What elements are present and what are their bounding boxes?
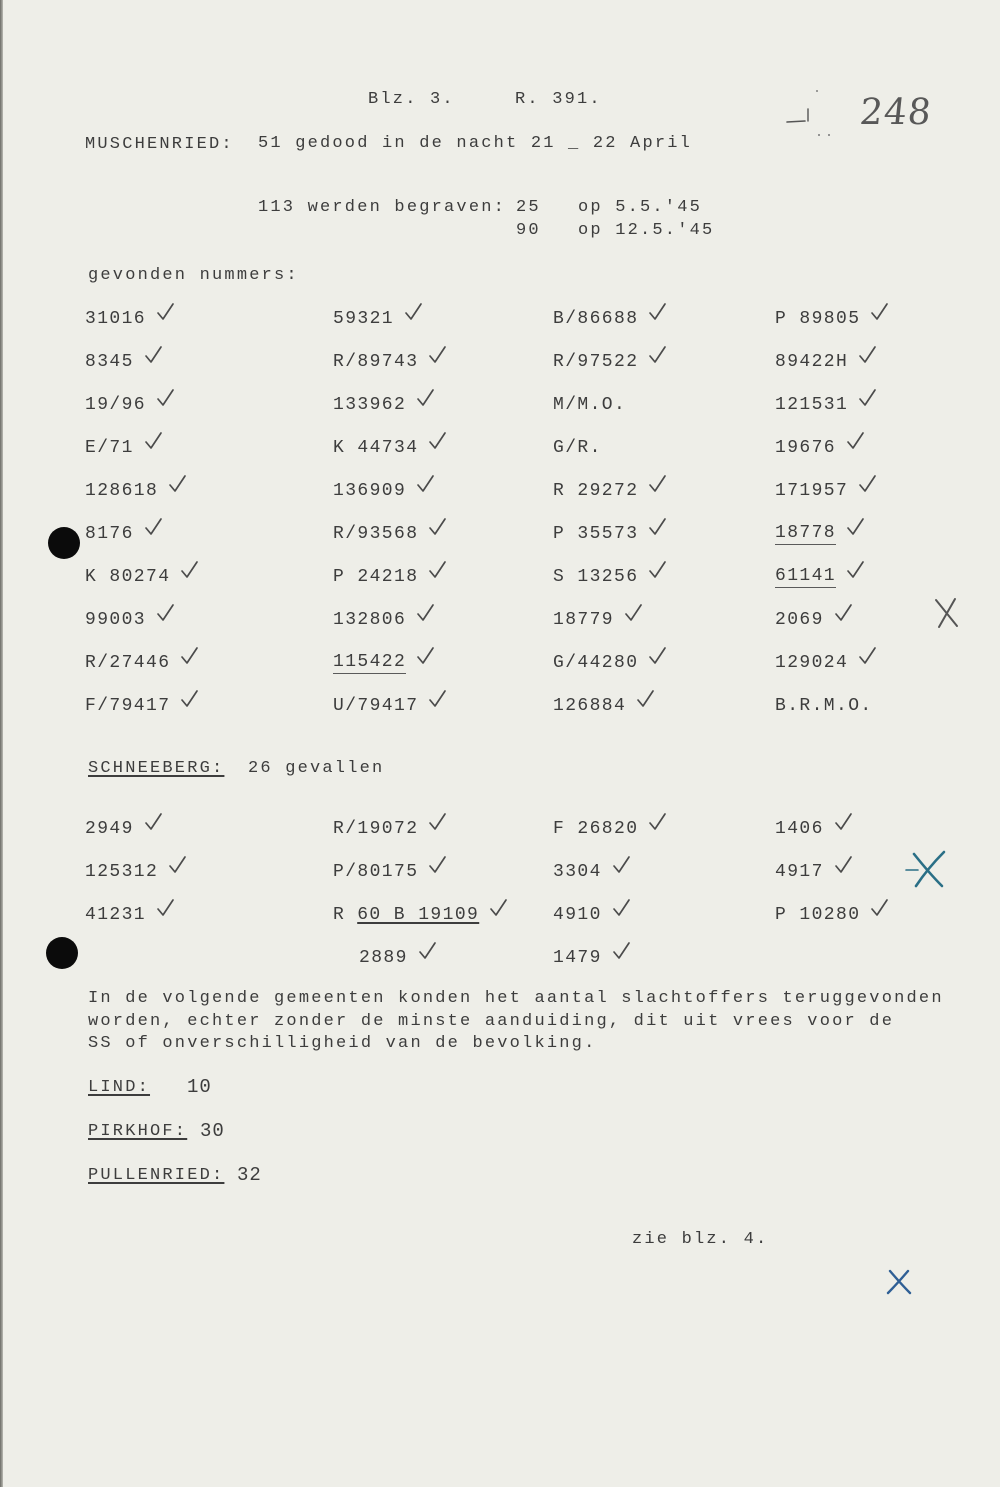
number-entry: [553, 807, 775, 850]
number-text: 8176: [85, 523, 134, 544]
check-mark-icon: [635, 689, 655, 709]
number-entry: [333, 512, 553, 555]
check-mark-icon: [415, 603, 435, 623]
number-entry: [85, 598, 333, 641]
found-numbers-label: gevonden nummers:: [88, 266, 299, 285]
number-text: 19676: [775, 437, 837, 458]
number-text: 115422: [333, 651, 407, 672]
check-mark-icon: [857, 345, 877, 365]
number-entry: [85, 426, 333, 469]
check-mark-icon: [647, 474, 667, 494]
place-count: 30: [200, 1120, 225, 1142]
check-mark-icon: [143, 345, 163, 365]
check-mark-icon: [155, 603, 175, 623]
number-text: 2889: [359, 947, 408, 968]
number-text: 8345: [85, 351, 134, 372]
number-text: K 80274: [85, 566, 171, 587]
muschenried-summary: 51 gedood in de nacht 21 _ 22 April: [258, 134, 693, 153]
number-text: 18778: [775, 522, 837, 543]
check-mark-icon: [833, 812, 853, 832]
number-entry: [85, 641, 333, 684]
check-mark-icon: [647, 812, 667, 832]
number-entry: [85, 684, 333, 727]
number-text: 2069: [775, 609, 824, 630]
number-entry: [85, 340, 333, 383]
number-entry: [85, 555, 333, 598]
number-text: 132806: [333, 609, 407, 630]
check-mark-icon: [427, 431, 447, 451]
check-mark-icon: [488, 898, 508, 918]
report-number: R. 391.: [515, 90, 602, 109]
check-mark-icon: [415, 474, 435, 494]
continuation-note: zie blz. 4.: [632, 1230, 769, 1249]
number-entry: [775, 469, 965, 512]
number-entry: [85, 807, 333, 850]
check-mark-icon: [611, 898, 631, 918]
place-muschenried: MUSCHENRIED:: [85, 135, 234, 154]
burial-count: 90: [516, 221, 541, 240]
number-entry: [333, 383, 553, 426]
number-text: 1406: [775, 818, 824, 839]
number-entry: [553, 598, 775, 641]
number-entry: [333, 893, 553, 936]
check-mark-icon: [167, 855, 187, 875]
folio-number: 248: [857, 92, 934, 133]
note-paragraph: [88, 988, 944, 1056]
number-text: P 89805: [775, 308, 861, 329]
number-text: K 44734: [333, 437, 419, 458]
number-text: 18779: [553, 609, 615, 630]
number-text: 19/96: [85, 394, 147, 415]
check-mark-icon: [611, 855, 631, 875]
number-entry: [775, 893, 965, 936]
number-text: 31016: [85, 308, 147, 329]
number-entry: [333, 598, 553, 641]
number-text: M/M.O.: [553, 394, 627, 415]
number-text: P 10280: [775, 904, 861, 925]
number-text: 125312: [85, 861, 159, 882]
number-text: 61141: [775, 565, 837, 586]
place-lind: LIND:: [88, 1078, 151, 1097]
number-entry: [85, 469, 333, 512]
number-entry: [553, 893, 775, 936]
number-entry: [85, 297, 333, 340]
number-entry: [333, 684, 553, 727]
check-mark-icon: [845, 431, 865, 451]
number-entry: [333, 807, 553, 850]
check-mark-icon: [845, 517, 865, 537]
number-entry: [553, 555, 775, 598]
check-mark-icon: [417, 941, 437, 961]
number-entry: [775, 426, 965, 469]
number-text: 1479: [553, 947, 602, 968]
number-text: 171957: [775, 480, 849, 501]
number-entry: [775, 512, 965, 555]
check-mark-icon: [403, 302, 423, 322]
check-mark-icon: [427, 689, 447, 709]
number-text: 41231: [85, 904, 147, 925]
number-text: G/44280: [553, 652, 639, 673]
number-entry: [775, 555, 965, 598]
number-text: 2949: [85, 818, 134, 839]
cross-mark-icon: [930, 596, 962, 630]
found-numbers-grid: [85, 297, 965, 727]
number-text: 89422H: [775, 351, 849, 372]
number-entry: [553, 383, 775, 426]
number-text: 121531: [775, 394, 849, 415]
note-line: worden, echter zonder de minste aanduiding, dit uit vrees voor de: [88, 1011, 895, 1031]
number-text: G/R.: [553, 437, 602, 458]
number-text: 99003: [85, 609, 147, 630]
page-label: Blz. 3.: [368, 90, 455, 109]
cross-mark-icon: [884, 1268, 916, 1296]
number-text: 4917: [775, 861, 824, 882]
number-text: R/97522: [553, 351, 639, 372]
number-text: E/71: [85, 437, 134, 458]
check-mark-icon: [869, 302, 889, 322]
pencil-marks-icon: [780, 85, 840, 145]
number-entry: [333, 850, 553, 893]
number-entry: [333, 936, 553, 979]
number-entry: [85, 383, 333, 426]
number-text: R 29272: [553, 480, 639, 501]
check-mark-icon: [647, 560, 667, 580]
check-mark-icon: [179, 560, 199, 580]
number-text: F/79417: [85, 695, 171, 716]
check-mark-icon: [427, 855, 447, 875]
number-entry: [333, 297, 553, 340]
check-mark-icon: [623, 603, 643, 623]
number-entry: [775, 383, 965, 426]
number-text: P/80175: [333, 861, 419, 882]
check-mark-icon: [415, 646, 435, 666]
check-mark-icon: [427, 517, 447, 537]
number-entry: [775, 684, 965, 727]
number-entry: [553, 340, 775, 383]
number-entry: [553, 297, 775, 340]
number-text: R: [333, 904, 346, 925]
number-entry: [333, 641, 553, 684]
burial-date: op 5.5.'45: [578, 198, 703, 217]
number-text: R/89743: [333, 351, 419, 372]
check-mark-icon: [427, 345, 447, 365]
number-text: R/27446: [85, 652, 171, 673]
check-mark-icon: [647, 345, 667, 365]
check-mark-icon: [427, 560, 447, 580]
number-entry: [553, 469, 775, 512]
check-mark-icon: [833, 603, 853, 623]
check-mark-icon: [647, 646, 667, 666]
place-count: 32: [237, 1164, 262, 1186]
check-mark-icon: [155, 898, 175, 918]
number-entry: [333, 340, 553, 383]
check-mark-icon: [857, 388, 877, 408]
number-text: 3304: [553, 861, 602, 882]
number-entry: [553, 512, 775, 555]
place-pullenried: PULLENRIED:: [88, 1166, 225, 1185]
schneeberg-cases: 26 gevallen: [248, 759, 385, 778]
number-entry: [553, 641, 775, 684]
punch-hole: [46, 937, 78, 969]
note-line: In de volgende gemeenten konden het aantal slachtoffers teruggevonden: [88, 989, 944, 1008]
burial-count: 25: [516, 198, 541, 217]
number-entry: [85, 893, 333, 936]
check-mark-icon: [857, 474, 877, 494]
check-mark-icon: [833, 855, 853, 875]
check-mark-icon: [647, 517, 667, 537]
number-text: 129024: [775, 652, 849, 673]
punch-hole: [48, 527, 80, 559]
scan-edge: [0, 0, 3, 1487]
check-mark-icon: [179, 689, 199, 709]
number-text: 133962: [333, 394, 407, 415]
check-mark-icon: [611, 941, 631, 961]
place-pirkhof: PIRKHOF:: [88, 1122, 188, 1141]
place-count: 10: [187, 1076, 212, 1098]
number-text: P 35573: [553, 523, 639, 544]
check-mark-icon: [179, 646, 199, 666]
check-mark-icon: [143, 517, 163, 537]
number-entry: [775, 340, 965, 383]
number-text: 4910: [553, 904, 602, 925]
check-mark-icon: [869, 898, 889, 918]
number-entry: [775, 297, 965, 340]
cross-mark-icon: [904, 848, 950, 890]
note-line: SS of onverschilligheid van de bevolking.: [88, 1034, 597, 1053]
number-text: 126884: [553, 695, 627, 716]
number-text: 136909: [333, 480, 407, 501]
burial-date: op 12.5.'45: [578, 221, 715, 240]
number-text: 59321: [333, 308, 395, 329]
number-entry: [333, 426, 553, 469]
place-schneeberg: SCHNEEBERG:: [88, 759, 225, 778]
number-entry: [775, 807, 965, 850]
number-text: B.R.M.O.: [775, 695, 873, 716]
schneeberg-numbers-grid: [85, 807, 965, 979]
check-mark-icon: [143, 812, 163, 832]
check-mark-icon: [155, 388, 175, 408]
check-mark-icon: [427, 812, 447, 832]
check-mark-icon: [857, 646, 877, 666]
number-entry: [775, 641, 965, 684]
number-entry: [333, 469, 553, 512]
number-entry: [553, 426, 775, 469]
number-entry: [85, 850, 333, 893]
check-mark-icon: [167, 474, 187, 494]
number-text: P 24218: [333, 566, 419, 587]
check-mark-icon: [845, 560, 865, 580]
check-mark-icon: [155, 302, 175, 322]
number-text: U/79417: [333, 695, 419, 716]
number-text: B/86688: [553, 308, 639, 329]
number-text: S 13256: [553, 566, 639, 587]
check-mark-icon: [415, 388, 435, 408]
burials-intro: 113 werden begraven:: [258, 198, 507, 217]
number-text: 128618: [85, 480, 159, 501]
number-entry: [553, 684, 775, 727]
number-text: R/19072: [333, 818, 419, 839]
number-entry: [553, 850, 775, 893]
check-mark-icon: [647, 302, 667, 322]
number-text: F 26820: [553, 818, 639, 839]
number-text: R/93568: [333, 523, 419, 544]
number-entry: [553, 936, 775, 979]
number-text-underlined: 60 B 19109: [357, 904, 480, 925]
number-entry: [85, 512, 333, 555]
check-mark-icon: [143, 431, 163, 451]
number-entry: [333, 555, 553, 598]
